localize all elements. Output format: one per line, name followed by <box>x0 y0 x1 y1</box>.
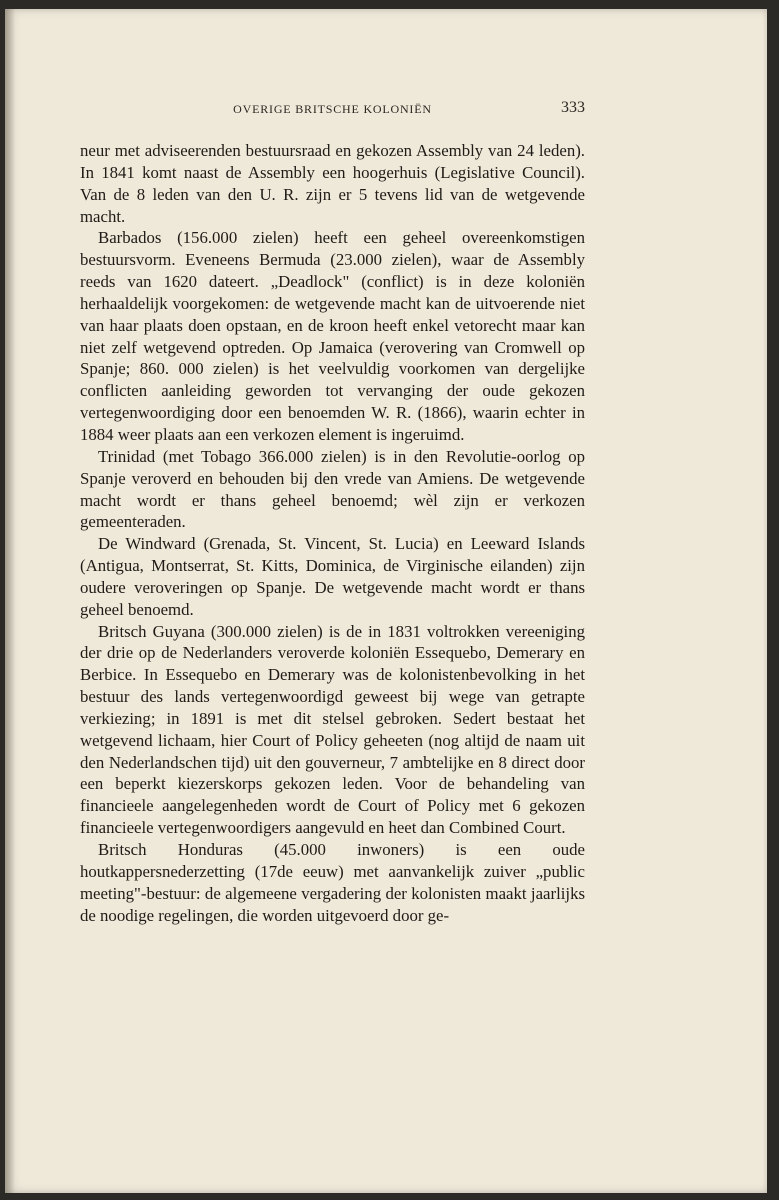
paragraph-4: De Windward (Grenada, St. Vincent, St. Lucia) en Leeward Islands (Antigua, Montserrat, St. Kitts, Dominica, de Virginische eilanden) zijn oudere veroveringen op Spanje. De wetgevende macht wordt er thans geheel benoemd. <box>80 534 585 619</box>
paragraph-3: Trinidad (met Tobago 366.000 zielen) is in den Revolutie-oorlog op Spanje veroverd en behouden bij den vrede van Amiens. De wetgevende macht wordt er thans geheel benoemd; wèl zijn er verkozen gemeenteraden. <box>80 446 585 532</box>
page-header <box>80 99 585 119</box>
paragraph-1: neur met adviseerenden bestuursraad en gekozen Assembly van 24 leden). In 1841 komt naast de Assembly een hoogerhuis (Legislative Council). Van de 8 leden van den U. R. zijn er 5 tevens lid van de wetgevende macht. <box>80 141 585 226</box>
paragraph-6: Britsch Honduras (45.000 inwoners) is een oude houtkappersnederzetting (17de eeuw) met aanvankelijk zuiver „public meeting"-bestuur: de algemeene vergadering der kolonisten maakt jaarlijks de noodige regelingen, die worden uitgevoerd door ge- <box>80 840 585 925</box>
paragraph-5: Britsch Guyana (300.000 zielen) is de in 1831 voltrokken vereeniging der drie op de Nederlanders veroverde koloniën Essequebo, Demerary en Berbice. In Essequebo en Demerary was de kolonistenbevolking in het bestuur des lands vertegenwoordigd geweest bij wege van getrapte verkiezing; in 1891 is met dit stelsel gebroken. Sedert bestaat het wetgevend lichaam, hier Court of Policy geheeten (nog altijd de naam uit den Nederlandschen tijd) uit den gouverneur, 7 ambtelijke en 8 direct door een beperkt kiezerskorps gekozen leden. Voor de behandeling van financieele aangelegenheden wordt de Court of Policy met 6 gekozen financieele vertegenwoordigers aangevuld en heet dan Combined Court. <box>80 621 585 838</box>
page-gutter-shadow <box>5 9 15 1193</box>
body-text <box>80 140 585 926</box>
paragraph-2: Barbados (156.000 zielen) heeft een geheel overeenkomstigen bestuursvorm. Eveneens Bermuda (23.000 zielen), waar de Assembly reeds van 1620 dateert. „Deadlock" (conflict) is in deze koloniën herhaaldelijk voorgekomen: de wetgevende macht kan de uitvoerende niet van haar plaats doen opstaan, en de kroon heeft enkel vetorecht maar kan niet zelf wetgevend optreden. Op Jamaica (verovering van Cromwell op Spanje; 860. 000 zielen) is het veelvuldig voorkomen van dergelijke conflicten aanleiding geworden tot vervanging der oude gekozen vertegenwoordiging door een benoemden W. R. (1866), waarin echter in 1884 weer plaats aan een verkozen element is ingeruimd. <box>80 228 585 444</box>
page-number: 333 <box>561 99 585 116</box>
running-title: OVERIGE BRITSCHE KOLONIËN <box>233 102 432 116</box>
